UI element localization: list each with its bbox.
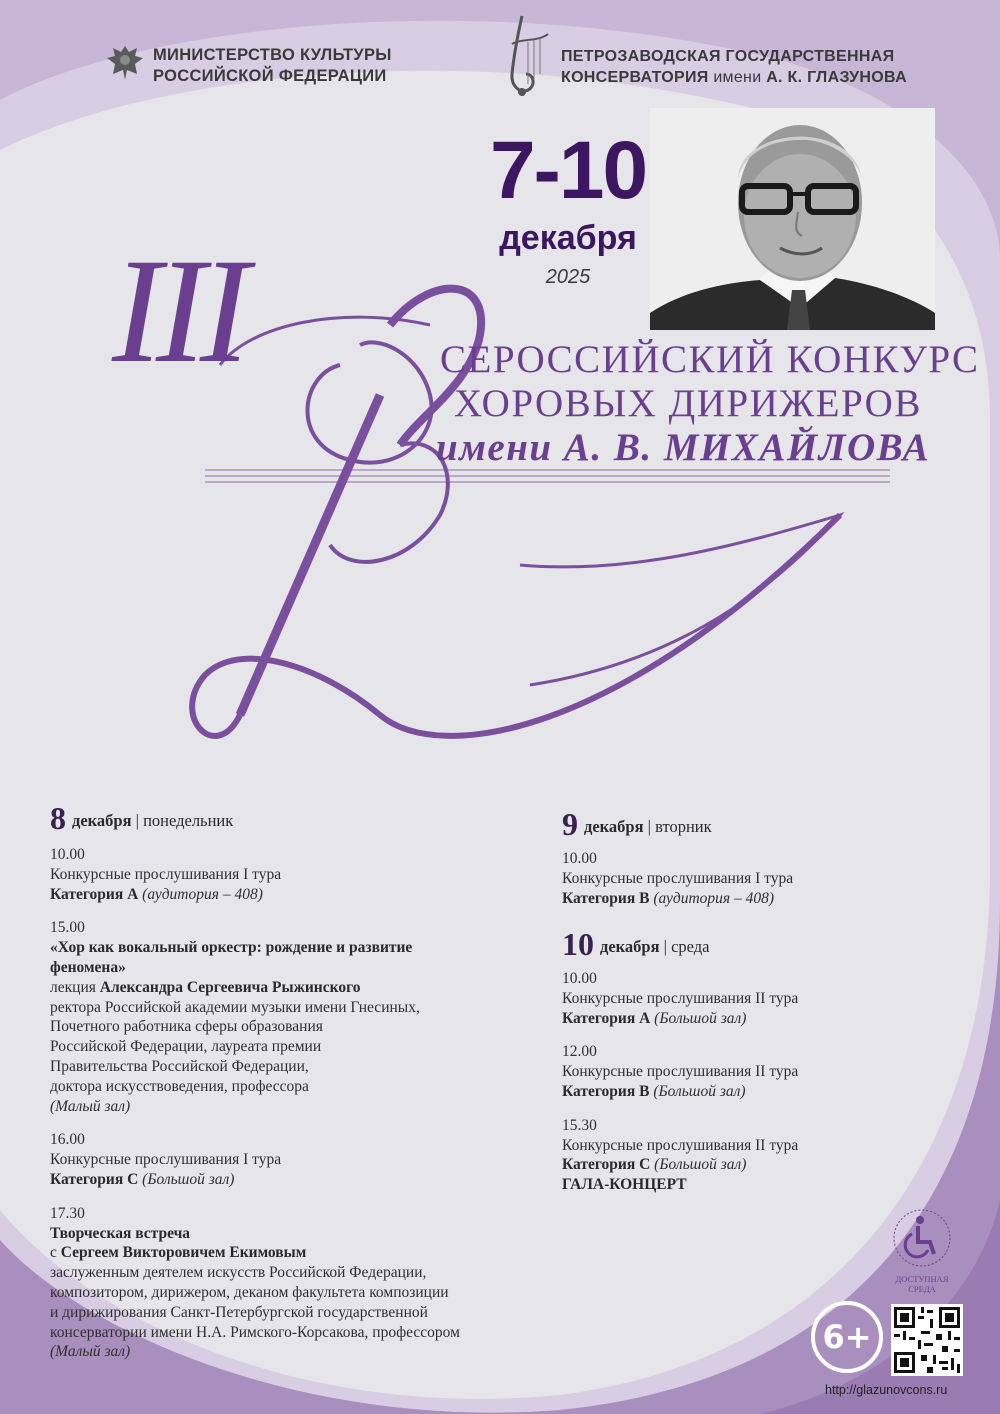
- schedule-item: [50, 1204, 570, 1362]
- schedule-item: [50, 845, 570, 904]
- item-text: Конкурсные прослушивания I тура: [562, 869, 794, 887]
- day-weekday: | понедельник: [135, 811, 234, 830]
- conservatory-line2-c: А. К. ГЛАЗУНОВА: [766, 69, 907, 86]
- item-time: 10.00: [562, 850, 597, 867]
- event-dates: 7-10: [489, 125, 647, 216]
- item-time: 10.00: [562, 970, 597, 987]
- lyre-emblem: [498, 14, 556, 98]
- lecturer-name: Александра Сергеевича Рыжинского: [99, 978, 361, 996]
- ministry-line1: МИНИСТЕРСТВО КУЛЬТУРЫ: [153, 46, 392, 64]
- title-line3: имени А. В. МИХАЙЛОВА: [436, 426, 931, 469]
- accessibility-label-2: СРЕДА: [908, 1284, 936, 1294]
- guest-desc-4: консерватории имени Н.А. Римского-Корсакова, профессором: [50, 1323, 460, 1341]
- qr-code[interactable]: [891, 1304, 963, 1376]
- event-numeral: III: [112, 228, 244, 394]
- schedule-day-8: [50, 800, 570, 1376]
- item-time: 12.00: [562, 1043, 597, 1061]
- accessibility-badge: [884, 1206, 960, 1292]
- item-text: Конкурсные прослушивания I тура: [50, 1151, 282, 1169]
- item-place: (Большой зал): [653, 1082, 746, 1100]
- item-text: Конкурсные прослушивания I тура: [50, 865, 282, 883]
- day-month: декабря: [584, 817, 644, 836]
- day-weekday: | вторник: [647, 817, 712, 836]
- item-text: Конкурсные прослушивания II тура: [562, 989, 799, 1007]
- item-category: Категория С: [50, 1170, 139, 1188]
- guest-desc-2: композитором, дирижером, деканом факультета композиции: [50, 1283, 449, 1301]
- item-category: Категория С: [562, 1156, 651, 1174]
- item-time: 15.00: [50, 919, 85, 937]
- schedule-item: [562, 1042, 892, 1101]
- item-time: 17.30: [50, 1204, 85, 1222]
- lecture-prefix: лекция: [50, 978, 100, 996]
- day-month: декабря: [72, 811, 132, 830]
- conservatory-line2-b: имени: [708, 69, 767, 86]
- website-url[interactable]: http://glazunovcons.ru: [825, 1383, 948, 1397]
- ministry-line2: РОССИЙСКОЙ ФЕДЕРАЦИИ: [153, 67, 387, 85]
- conservatory-line2-a: КОНСЕРВАТОРИЯ: [561, 69, 709, 86]
- day-heading: [562, 926, 892, 963]
- day-heading: [562, 806, 892, 843]
- item-text: Конкурсные прослушивания II тура: [562, 1136, 799, 1154]
- item-place: (Большой зал): [654, 1009, 747, 1027]
- title-line1: СЕРОССИЙСКИЙ КОНКУРС: [440, 338, 980, 381]
- lecturer-desc-5: доктора искусствоведения, профессора: [50, 1077, 309, 1095]
- item-place: (аудитория – 408): [653, 889, 775, 907]
- schedule-item: [562, 849, 892, 908]
- title-line2: ХОРОВЫХ ДИРИЖЕРОВ: [454, 382, 922, 425]
- day-weekday: | среда: [663, 937, 710, 956]
- conservatory-line1: ПЕТРОЗАВОДСКАЯ ГОСУДАРСТВЕННАЯ: [561, 48, 895, 65]
- day-number: 10: [562, 926, 594, 962]
- wheelchair-icon: [884, 1206, 960, 1270]
- lecture-title-1: «Хор как вокальный оркестр: рождение и развитие: [50, 939, 413, 957]
- schedule-item: [50, 1130, 570, 1189]
- item-place: (Малый зал): [50, 1343, 131, 1361]
- item-text: Конкурсные прослушивания II тура: [562, 1063, 799, 1081]
- item-place: (Малый зал): [50, 1097, 131, 1115]
- day-heading: [50, 800, 570, 837]
- schedule-day-9: [562, 806, 892, 908]
- item-place: (Большой зал): [142, 1170, 235, 1188]
- lecturer-desc-4: Правительства Российской Федерации,: [50, 1057, 309, 1075]
- qr-code-pattern: [891, 1304, 963, 1376]
- day-number: 9: [562, 806, 578, 842]
- event-month: декабря: [499, 219, 637, 257]
- schedule-item: [562, 1116, 892, 1195]
- conservatory-name: [561, 46, 907, 88]
- lecturer-desc-2: Почетного работника сферы образования: [50, 1018, 323, 1036]
- schedule-day-10: [562, 926, 892, 1209]
- lecture-title-2: феномена»: [50, 958, 126, 976]
- item-time: 15.30: [562, 1116, 597, 1134]
- schedule-item: [562, 969, 892, 1028]
- item-time: 10.00: [50, 846, 85, 863]
- item-category: Категория А: [562, 1009, 651, 1027]
- guest-desc-3: и дирижирования Санкт-Петербургской государственной: [50, 1303, 428, 1321]
- lecturer-desc-3: Российской Федерации, лауреата премии: [50, 1038, 322, 1056]
- double-headed-eagle-emblem: [103, 40, 147, 84]
- item-place: (Большой зал): [654, 1156, 747, 1174]
- item-category: Категория А: [50, 885, 139, 903]
- accessibility-label-1: ДОСТУПНАЯ: [895, 1274, 949, 1284]
- guest-desc-1: заслуженным деятелем искусств Российской Федерации,: [50, 1264, 427, 1282]
- item-time: 16.00: [50, 1131, 85, 1149]
- accessibility-label: [884, 1274, 960, 1294]
- item-category: Категория В: [562, 1082, 650, 1100]
- event-year: 2025: [545, 266, 591, 288]
- meeting-title: Творческая встреча: [50, 1224, 191, 1242]
- day-number: 8: [50, 800, 66, 836]
- lecturer-desc-1: ректора Российской академии музыки имени Гнесиных,: [50, 998, 420, 1016]
- age-rating-badge: 6+: [811, 1301, 883, 1373]
- ministry-name: [153, 45, 392, 87]
- meeting-prefix: с: [50, 1244, 61, 1262]
- guest-name: Сергеем Викторовичем Екимовым: [60, 1244, 307, 1262]
- item-place: (аудитория – 408): [142, 885, 263, 903]
- gala-concert: ГАЛА-КОНЦЕРТ: [562, 1176, 687, 1194]
- day-month: декабря: [600, 937, 660, 956]
- schedule-item: [50, 918, 570, 1116]
- item-category: Категория В: [562, 889, 650, 907]
